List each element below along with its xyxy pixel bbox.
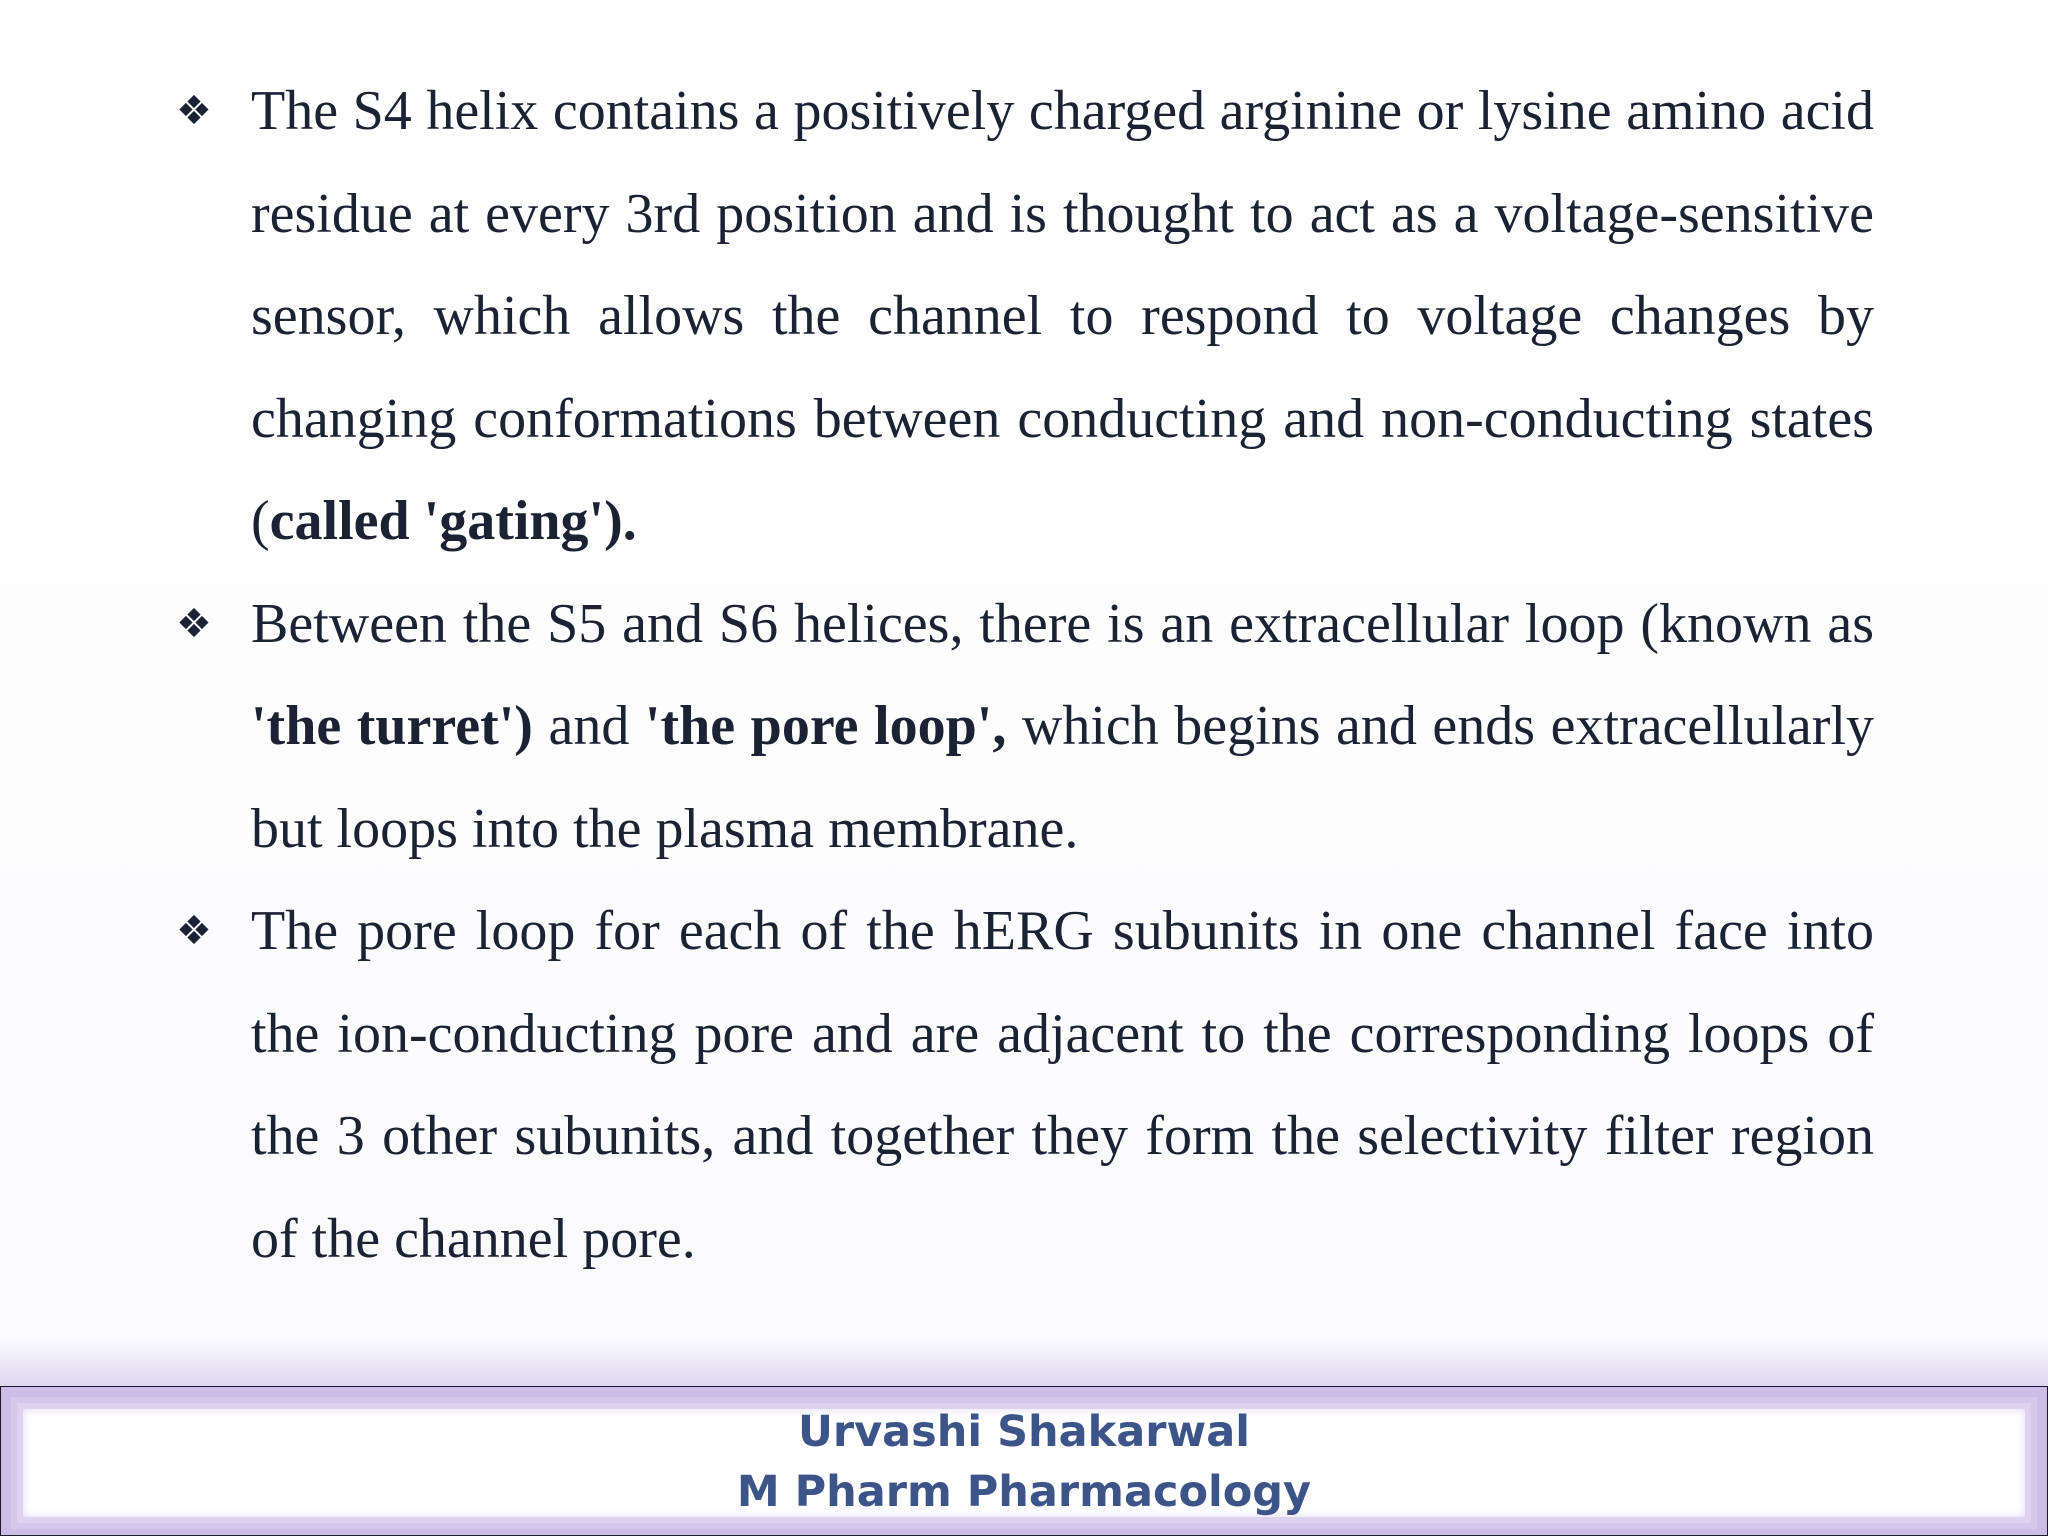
bullet-item-s5-s6-loop (176, 573, 1874, 881)
bullet-text (251, 593, 1874, 860)
bullet-list (176, 60, 1874, 1290)
author-credit (0, 1402, 2048, 1522)
diamond-bullet-icon: ❖ (176, 88, 212, 134)
text-segment: The pore loop for each of the hERG subunits in one channel face into the ion-conducting pore and are adjacent to the corresponding loops of the 3 other subunits, and together they form the selectivity filter region of the channel pore. (251, 900, 1874, 1270)
author-title: M Pharm Pharmacology (736, 1467, 1312, 1517)
bullet-text (251, 900, 1874, 1270)
text-segment: which begins and ends extracellularly but loops into the plasma membrane. (251, 695, 1874, 860)
bold-segment: called 'gating'). (269, 490, 637, 552)
bullet-text (251, 80, 1874, 552)
bullet-item-pore-loop (176, 880, 1874, 1290)
text-segment: Between the S5 and S6 helices, there is an extracellular loop (known as (251, 592, 1874, 655)
footer-fade (0, 1340, 2048, 1386)
diamond-bullet-icon: ❖ (176, 600, 212, 647)
bold-segment: 'the pore loop', (644, 695, 1007, 757)
diamond-bullet-icon: ❖ (176, 908, 212, 954)
text-segment: The S4 helix contains a positively charged arginine or lysine amino acid residue at every 3rd position and is thought to act as a voltage-sensitive sensor, which allows the channel to respond to voltage changes by changing conformations between conducting and non-conducting states ( (251, 80, 1874, 552)
bold-segment: 'the turret') (251, 695, 533, 757)
author-name: Urvashi Shakarwal (798, 1407, 1250, 1457)
text-segment: and (532, 695, 645, 757)
bullet-item-s4-helix (176, 60, 1874, 573)
